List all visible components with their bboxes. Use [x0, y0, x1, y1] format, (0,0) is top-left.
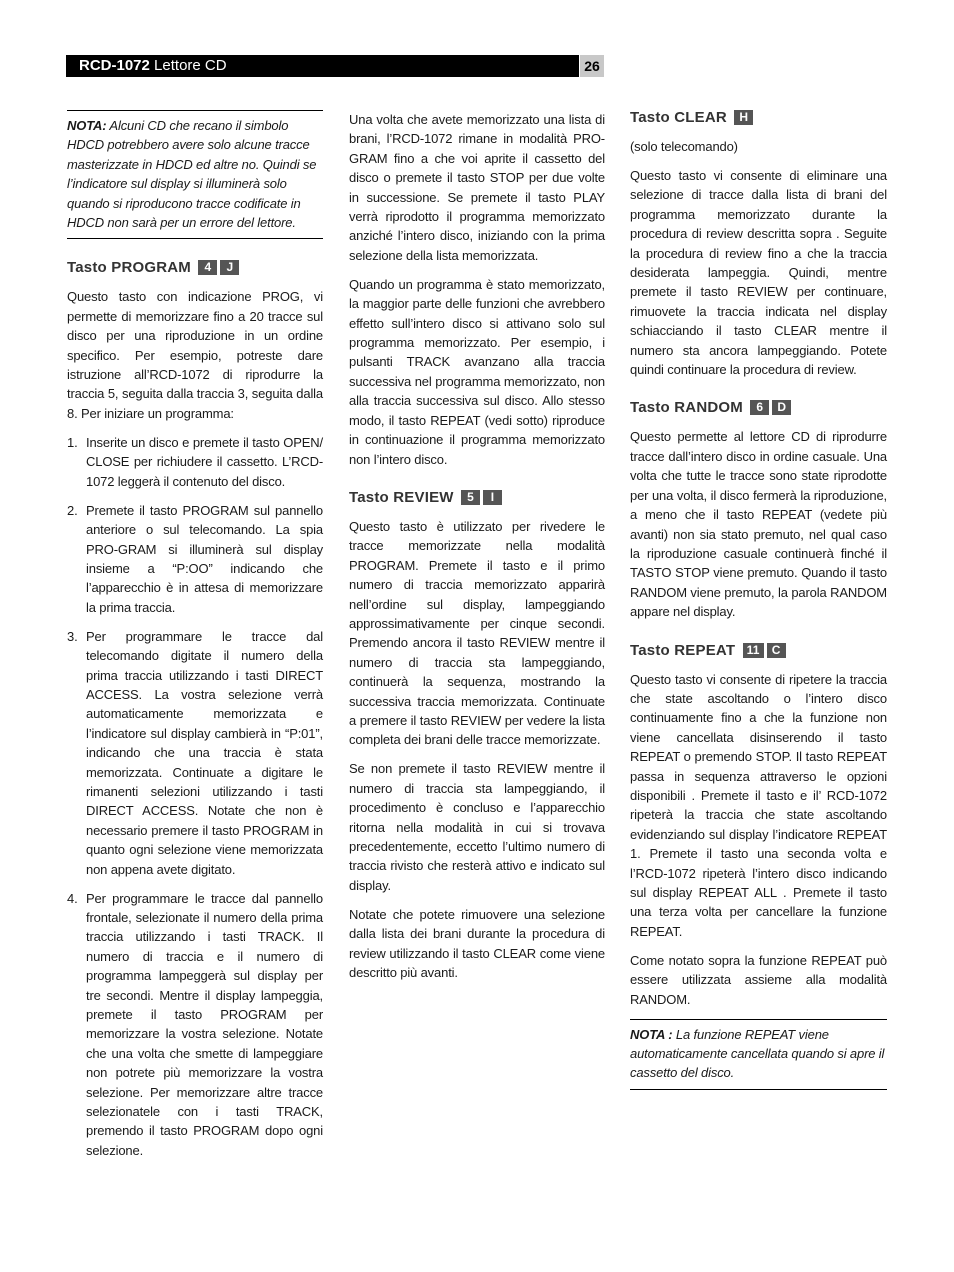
hdcd-note — [67, 110, 323, 239]
repeat-heading-text: Tasto REPEAT — [630, 641, 736, 659]
clear-paragraph: Questo tasto vi consente di eliminare una selezione di tracce dalla lista di brani del programma memorizzato durante la procedura di review descritta sopra . Seguite la procedura di review fino a che la traccia desiderata lampeggia. Quindi, mentre premete il tasto REVIEW per continuare, rimuovete la traccia indicata nel display schiacciando il tasto CLEAR mentre il numero sta ancora lampeggiando. Potete quindi continuare la procedura di review. — [630, 168, 887, 378]
clear-heading-text: Tasto CLEAR — [630, 109, 727, 126]
column-left — [67, 110, 323, 1170]
key-badge-c: C — [767, 643, 786, 658]
review-heading — [349, 487, 605, 509]
step-number: 4. — [67, 890, 78, 906]
note-label: NOTA: — [67, 118, 107, 133]
note-text: Alcuni CD che recano il simbolo HDCD potrebbero avere solo alcune tracce masterizzate in HDCD ed altre no. Quindi se l’indicatore sul display si illuminerà solo quando si riproducono tracce codificate in HDCD non sarà per un errore del lettore. — [67, 118, 317, 231]
note-label: NOTA : — [630, 1026, 673, 1042]
key-badge-6: 6 — [750, 400, 769, 415]
step-item — [67, 433, 323, 491]
review-paragraph-1: Questo tasto è utilizzato per rivedere le tracce memorizzate nella modalità PROGRAM. Premete il tasto e il primo numero di traccia memorizzato apparirà nell’ordine sul display, lampeggiando approssimativamente per cinque secondi. Premendo ancora il tasto REVIEW mentre il numero di traccia sta lampeggiando, continuerà la sequenza, mostrando la successiva traccia memorizzata. Continuate a premere il tasto REVIEW per vedere la lista completa dei brani delle tracce memorizzate. — [349, 518, 605, 748]
program-heading-text: Tasto PROGRAM — [67, 259, 191, 277]
random-heading — [630, 397, 887, 419]
step-text: Per programmare le tracce dal telecomando digitate il numero della prima traccia utilizzando i tasti DIRECT ACCESS. La vostra selezione verrà automaticamente memorizzata e l’indicatore sul display cambierà in “P:01”, indicando che una traccia è stata memorizzata. Continuate a digitare le rimanenti selezioni utilizzando i tasti DIRECT ACCESS. Notate che non è necessario premere il tasto PROGRAM in quanto ogni selezione viene memorizzata non appena avete digitato. — [86, 628, 323, 877]
repeat-heading — [630, 640, 887, 662]
repeat-note — [630, 1019, 887, 1090]
model-name: RCD-1072 — [79, 57, 150, 74]
document-title: Lettore CD — [154, 57, 227, 74]
step-text: Premete il tasto PROGRAM sul pannello anteriore o sul telecomando. La spia PRO-GRAM si illuminerà sul display insieme a “P:OO” indicando che l’apparecchio è in attesa di memorizzare la prima traccia. — [86, 502, 323, 615]
review-paragraph-2: Se non premete il tasto REVIEW mentre il numero di traccia sta lampeggiando, il procedimento è concluso e l’apparecchio ritorna nella modalità in cui si trovava precedentemente, eccetto l’ultimo numero di traccia rivisto che resterà attivo e indicato sul display. — [349, 761, 605, 893]
clear-heading — [630, 107, 887, 129]
step-text: Inserite un disco e premete il tasto OPEN/ CLOSE per richiudere il cassetto. L’RCD-1072 leggerà il contenuto del disco. — [86, 434, 323, 489]
key-badge-d: D — [772, 400, 791, 415]
note-text: La funzione REPEAT viene automaticamente cancellata quando si apre il cassetto del disco. — [630, 1026, 885, 1081]
step-text: Per programmare le tracce dal pannello frontale, selezionate il numero della prima traccia utilizzando i tasti TRACK. Il numero di traccia e il numero di programma lampeggerà sul display per tre secondi. Mentre il display lampeggia, premete il tasto PROGRAM per memorizzare la vostra selezione. Notate che una volta che smette di lampeggiare non potrete più memorizzare la vostra selezione. Per memorizzare altre tracce selezionatele con i tasti TRACK, premendo il tasto PROGRAM dopo ogni selezione. — [86, 890, 323, 1158]
key-badge-j: J — [220, 260, 239, 275]
repeat-paragraph-1: Questo tasto vi consente di ripetere la traccia che state ascoltando o l’intero disco continuamente fino a che la funzione non viene cancellata disinserendo il tasto REPEAT o premendo STOP. Il tasto REPEAT passa in sequenza attraverso le opzioni disponibili . Premete il tasto e il’ RCD-1072 ripeterà la traccia che state ascoltando evidenziando sul display l’indicatore REPEAT 1. Premete il tasto una seconda volta e l’RCD-1072 ripeterà l’intero disco indicando sul display REPEAT ALL . Premete il tasto una terza volta per cancellare la funzione REPEAT. — [630, 671, 887, 939]
step-number: 3. — [67, 628, 78, 644]
program-heading — [67, 257, 323, 279]
repeat-paragraph-2: Come notato sopra la funzione REPEAT può essere utilizzata assieme alla modalità RANDOM. — [630, 952, 887, 1007]
step-number: 2. — [67, 502, 78, 518]
column-right — [630, 107, 887, 1108]
page-title — [79, 57, 227, 75]
random-heading-text: Tasto RANDOM — [630, 399, 743, 417]
key-badge-11: 11 — [743, 643, 764, 658]
step-item — [67, 501, 323, 617]
key-badge-4: 4 — [198, 260, 217, 275]
program-memory-paragraph: Una volta che avete memorizzato una lista di brani, l’RCD-1072 rimane in modalità PRO-GRAM fino a che voi aprite il cassetto del disco o premete il tasto STOP per due volte in successione. Se premete il tasto PLAY verrà riprodotto il programma memorizzato anziché l’intero disco, iniziando con la prima selezione della lista memorizzata. — [349, 112, 605, 263]
page-number: 26 — [580, 55, 604, 77]
review-paragraph-3: Notate che potete rimuovere una selezione dalla lista dei brani durante la procedura di review utilizzando il tasto CLEAR come viene descritto più avanti. — [349, 906, 605, 981]
step-item — [67, 627, 323, 879]
random-paragraph: Questo permette al lettore CD di riprodurre tracce dall’intero disco in ordine casuale. Una volta che tutte le tracce sono state riprodotte per una volta, il disco fermerà la riproduzione, a meno che il tasto REPEAT (vedete più avanti) non sia stato premuto, nel qual caso la riproduzione casuale continuerà finché il TASTO STOP viene premuto. Quando il tasto RANDOM viene premuto, la parola RANDOM appare nel display. — [630, 429, 887, 620]
step-number: 1. — [67, 434, 78, 450]
program-functions-paragraph: Quando un programma è stato memorizzato, la maggior parte delle funzioni che avrebbero effetto sull’intero disco si attivano solo sul programma memorizzato. Per esempio, i pulsanti TRACK avanzano alla traccia successiva nel programma memorizzato, non alla traccia successiva sul disco. Allo stesso modo, il tasto REPEAT (vedi sotto) riproduce in continuazione il programma memorizzato non l’intero disco. — [349, 276, 605, 467]
key-badge-i: I — [483, 490, 502, 505]
program-intro: Questo tasto con indicazione PROG, vi permette di memorizzare fino a 20 tracce sul disco per una riproduzione in un ordine specifico. Per esempio, potreste dare istruzione all’RCD-1072 di riprodurre la traccia 5, seguita dalla traccia 3, seguita dalla 8. Per iniziare un programma: — [67, 289, 323, 421]
program-steps — [67, 433, 323, 1160]
review-heading-text: Tasto REVIEW — [349, 488, 454, 506]
column-middle — [349, 110, 605, 992]
step-item — [67, 889, 323, 1161]
key-badge-5: 5 — [461, 490, 480, 505]
key-badge-h: H — [734, 110, 753, 125]
clear-subtitle: (solo telecomando) — [630, 139, 738, 154]
